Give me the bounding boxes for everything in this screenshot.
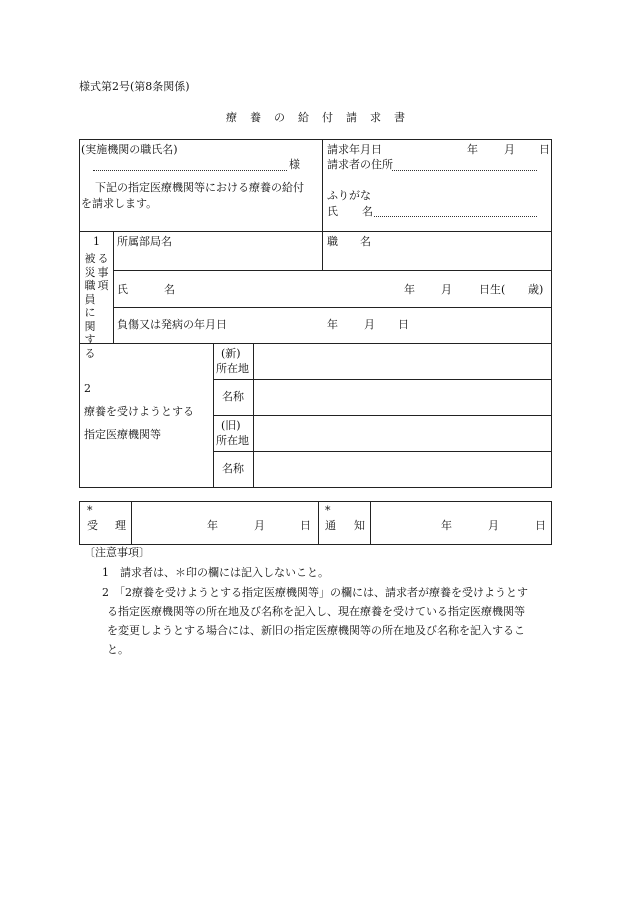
old-address-label: 所在地 — [216, 434, 249, 447]
notify-star: * — [325, 504, 331, 517]
address-label: 請求者の住所 — [327, 158, 393, 171]
section2-line1: 療養を受けようとする — [84, 405, 194, 418]
note2-line4: と。 — [107, 643, 129, 656]
form-title: 療 養 の 給 付 請 求 書 — [226, 111, 406, 124]
injury-label: 負傷又は発病の年月日 — [117, 318, 227, 331]
new-name-label: 名称 — [222, 390, 244, 403]
request-body-line1: 下記の指定医療機関等における療養の給付 — [95, 181, 304, 194]
section2-line2: 指定医療機関等 — [84, 428, 161, 441]
name-line — [374, 216, 537, 217]
new-label: (新) — [221, 347, 241, 360]
birth-year: 年 — [404, 283, 415, 296]
s1-name-shi: 氏 — [117, 283, 128, 296]
notify-day: 日 — [535, 519, 546, 532]
birth-day: 日生( — [479, 283, 506, 296]
notes-heading: 〔注意事項〕 — [84, 546, 150, 559]
sama-label: 様 — [289, 158, 300, 171]
new-address-label: 所在地 — [216, 362, 249, 375]
injury-day: 日 — [398, 318, 409, 331]
old-name-label: 名称 — [222, 462, 244, 475]
notify-month: 月 — [488, 519, 499, 532]
request-day: 日 — [539, 143, 550, 156]
org-label: (実施機関の職氏名) — [81, 143, 178, 156]
note2-line1: 「2療養を受けようとする指定医療機関等」の欄には、請求者が療養を受けようとす — [114, 586, 528, 599]
receipt-day: 日 — [300, 519, 311, 532]
receipt-ri: 理 — [115, 519, 126, 532]
receipt-star: * — [87, 504, 93, 517]
position-label: 職 名 — [327, 235, 371, 248]
dept-label: 所属部局名 — [117, 235, 172, 248]
note2-line2: る指定医療機関等の所在地及び名称を記入し、現在療養を受けている指定医療機関等 — [107, 605, 525, 618]
request-month: 月 — [504, 143, 515, 156]
note1-number: 1 — [102, 566, 109, 579]
request-body-line2: を請求します。 — [81, 197, 158, 210]
receipt-month: 月 — [254, 519, 265, 532]
section1-number: 1 — [93, 235, 100, 248]
form-number: 様式第2号(第8条関係) — [79, 80, 190, 93]
furigana-label: ふりがな — [327, 189, 371, 202]
injury-month: 月 — [364, 318, 375, 331]
section1-col-right: る事項 — [97, 252, 109, 292]
notify-chi: 知 — [354, 519, 365, 532]
s1-name-mei: 名 — [164, 283, 175, 296]
notify-year: 年 — [441, 519, 452, 532]
name-shi: 氏 — [327, 205, 338, 218]
org-name-line — [93, 170, 287, 171]
receipt-uke: 受 — [87, 519, 98, 532]
address-line — [392, 170, 537, 171]
age-label: 歳) — [528, 283, 544, 296]
name-mei: 名 — [362, 205, 373, 218]
notify-tsu: 通 — [325, 519, 336, 532]
section2-number: 2 — [84, 382, 91, 395]
request-date-label: 請求年月日 — [327, 143, 382, 156]
birth-month: 月 — [441, 283, 452, 296]
note2-number: 2 — [102, 586, 109, 599]
note2-line3: を変更しようとする場合には、新旧の指定医療機関等の所在地及び名称を記入するこ — [107, 624, 525, 637]
section1-col-left: 被災職員に関する — [84, 252, 96, 360]
request-year: 年 — [467, 143, 478, 156]
receipt-year: 年 — [207, 519, 218, 532]
note1-text: 請求者は、＊印の欄には記入しないこと。 — [120, 566, 329, 579]
old-label: (旧) — [221, 419, 241, 432]
injury-year: 年 — [327, 318, 338, 331]
